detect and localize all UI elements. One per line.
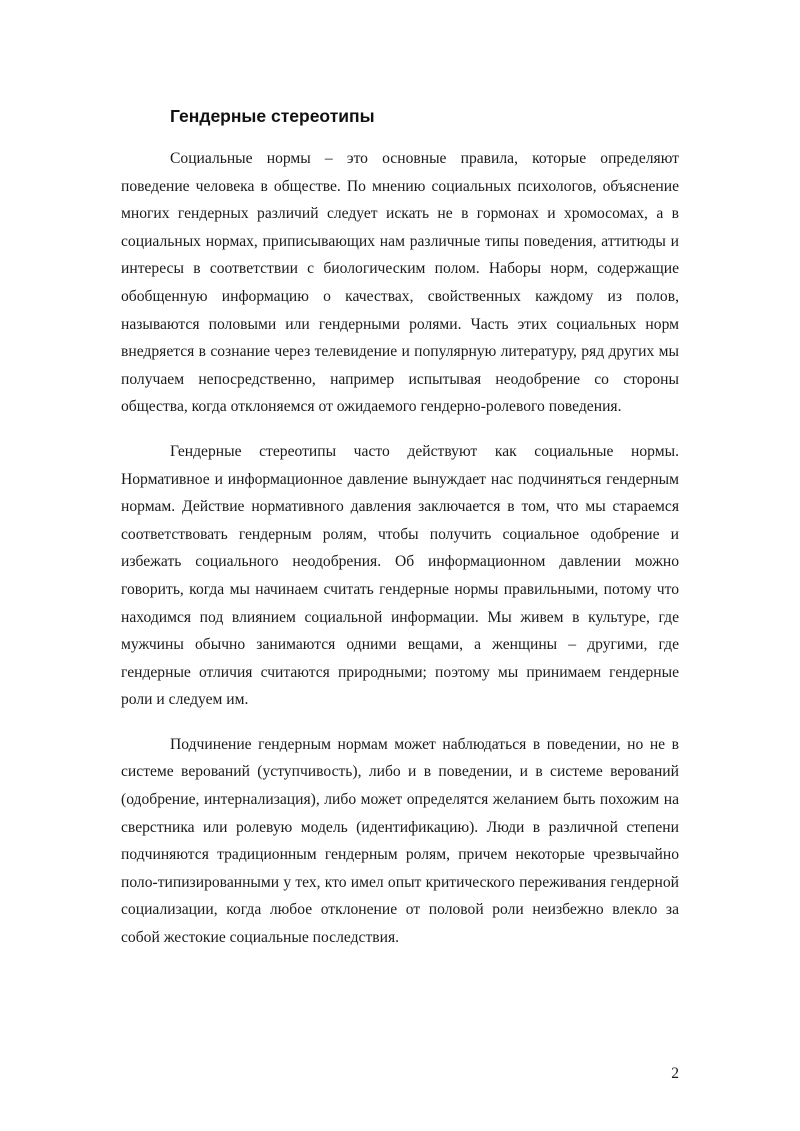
- page-content: [121, 104, 679, 952]
- paragraph: Подчинение гендерным нормам может наблюдаться в поведении, но не в системе верований (уступчивость), либо и в поведении, и в системе верований (одобрение, интернализация), либо может определятся желанием быть похожим на сверстника или ролевую модель (идентификацию). Люди в различной степени подчиняются традиционным гендерным ролям, причем некоторые чрезвычайно поло-типизированными у тех, кто имел опыт критического переживания гендерной социализации, когда любое отклонение от половой роли неизбежно влекло за собой жестокие социальные последствия.: [121, 735, 679, 947]
- paragraph: Гендерные стереотипы часто действуют как социальные нормы. Нормативное и информационное давление вынуждает нас подчиняться гендерным нормам. Действие нормативного давления заключается в том, что мы стараемся соответствовать гендерным ролям, чтобы получить социальное одобрение и избежать социального неодобрения. Об информационном давлении можно говорить, когда мы начинаем считать гендерные нормы правильными, потому что находимся под влиянием социальной информации. Мы живем в культуре, где мужчины обычно занимаются одними вещами, а женщины – другими, где гендерные отличия считаются природными; поэтому мы принимаем гендерные роли и следуем им.: [121, 442, 679, 709]
- section-heading: Гендерные стереотипы: [170, 106, 375, 126]
- paragraph: Социальные нормы – это основные правила, которые определяют поведение человека в обществе. По мнению социальных психологов, объяснение многих гендерных различий следует искать не в гормонах и хромосомах, а в социальных нормах, приписывающих нам различные типы поведения, аттитюды и интересы в соответствии с биологическим полом. Наборы норм, содержащие обобщенную информацию о качествах, свойственных каждому из полов, называются половыми или гендерными ролями. Часть этих социальных норм внедряется в сознание через телевидение и популярную литературу, ряд других мы получаем непосредственно, например испытывая неодобрение со стороны общества, когда отклоняемся от ожидаемого гендерно-ролевого поведения.: [121, 150, 679, 416]
- page-number: 2: [671, 1065, 679, 1082]
